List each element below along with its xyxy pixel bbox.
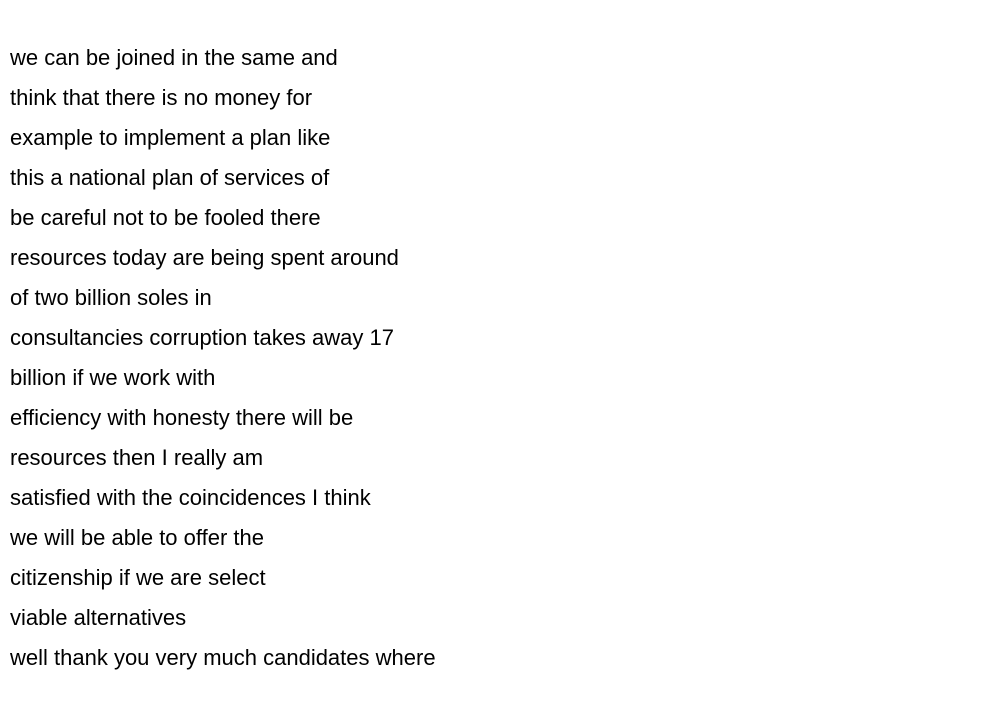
transcript-line: well thank you very much candidates where: [10, 645, 436, 670]
transcript-line: example to implement a plan like: [10, 125, 331, 150]
transcript-text: [10, 38, 436, 678]
transcript-line: we will be able to offer the: [10, 525, 264, 550]
transcript-line: resources then I really am: [10, 445, 264, 470]
transcript-line: resources today are being spent around: [10, 245, 399, 270]
transcript-line: efficiency with honesty there will be: [10, 405, 354, 430]
transcript-line: billion if we work with: [10, 365, 216, 390]
transcript-line: citizenship if we are select: [10, 565, 266, 590]
transcript-line: think that there is no money for: [10, 85, 313, 110]
transcript-line: viable alternatives: [10, 605, 187, 630]
transcript-line: consultancies corruption takes away 17: [10, 325, 394, 350]
transcript-line: we can be joined in the same and: [10, 45, 338, 70]
transcript-line: of two billion soles in: [10, 285, 212, 310]
transcript-line: be careful not to be fooled there: [10, 205, 321, 230]
transcript-line: satisfied with the coincidences I think: [10, 485, 371, 510]
transcript-line: this a national plan of services of: [10, 165, 330, 190]
